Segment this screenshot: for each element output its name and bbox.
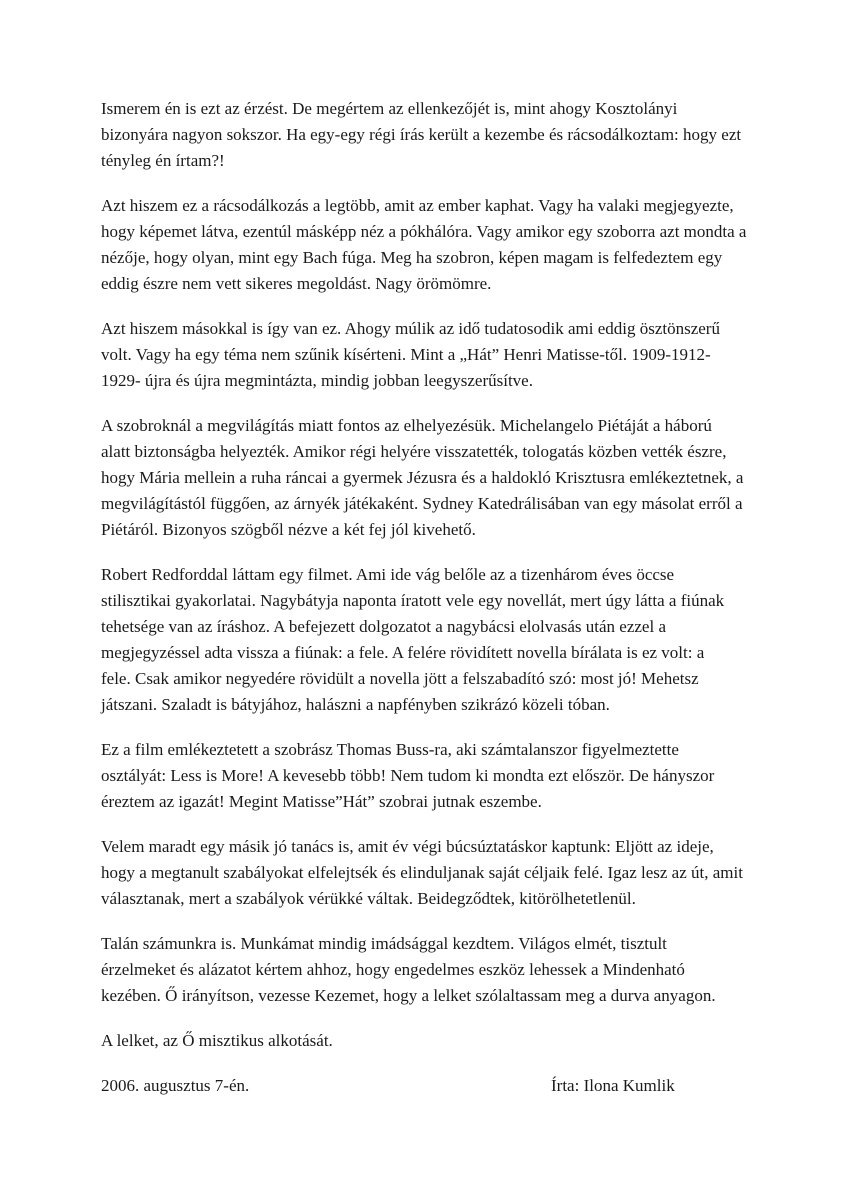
text-line: tehetsége van az íráshoz. A befejezett dolgozatot a nagybácsi elolvasás után ezzel a xyxy=(101,617,666,636)
text-line: választanak, mert a szabályok vérükké váltak. Beidegződtek, kitörölhetetlenül. xyxy=(101,889,636,908)
text-line: megjegyzéssel adta vissza a fiúnak: a fele. A felére rövidített novella bírálata is ez volt: a xyxy=(101,643,705,662)
text-line: érzelmeket és alázatot kértem ahhoz, hogy engedelmes eszköz lehessek a Mindenható xyxy=(101,960,685,979)
paragraph xyxy=(101,737,741,815)
text-line: Azt hiszem másokkal is így van ez. Ahogy múlik az idő tudatosodik ami eddig ösztönszerű xyxy=(101,319,720,338)
paragraph xyxy=(101,931,741,1009)
text-line: hogy Mária mellein a ruha ráncai a gyermek Jézusra és a haldokló Krisztusra emlékeztetnek, a xyxy=(101,468,744,487)
paragraph xyxy=(101,1028,741,1054)
document-footer xyxy=(101,1073,741,1099)
text-line: Ismerem én is ezt az érzést. De megértem az ellenkezőjét is, mint ahogy Kosztolányi xyxy=(101,99,678,118)
text-line: 1929- újra és újra megmintázta, mindig jobban leegyszerűsítve. xyxy=(101,371,533,390)
paragraph xyxy=(101,316,741,394)
text-line: bizonyára nagyon sokszor. Ha egy-egy régi írás került a kezembe és rácsodálkoztam: hogy ezt xyxy=(101,125,742,144)
paragraph xyxy=(101,562,741,718)
paragraph xyxy=(101,96,741,174)
text-line: kezében. Ő irányítson, vezesse Kezemet, hogy a lelket szólaltassam meg a durva anyagon. xyxy=(101,986,716,1005)
text-line: Azt hiszem ez a rácsodálkozás a legtöbb, amit az ember kaphat. Vagy ha valaki megjegyezte, xyxy=(101,196,734,215)
text-line: tényleg én írtam?! xyxy=(101,151,225,170)
text-line: fele. Csak amikor negyedére rövidült a novella jött a felszabadító szó: most jó! Mehetsz xyxy=(101,669,699,688)
text-line: megvilágítástól függően, az árnyék játékaként. Sydney Katedrálisában van egy másolat erről a xyxy=(101,494,743,513)
text-line: hogy képemet látva, ezentúl másképp néz a pókhálóra. Vagy amikor egy szoborra azt mondta a xyxy=(101,222,747,241)
text-line: hogy a megtanult szabályokat elfelejtsék és elinduljanak saját céljaik felé. Igaz lesz az út, amit xyxy=(101,863,743,882)
text-line: Talán számunkra is. Munkámat mindig imádsággal kezdtem. Világos elmét, tisztult xyxy=(101,934,667,953)
paragraph xyxy=(101,834,741,912)
text-line: stilisztikai gyakorlatai. Nagybátyja naponta íratott vele egy novellát, mert úgy látta a fiúnak xyxy=(101,591,725,610)
document-date: 2006. augusztus 7-én. xyxy=(101,1076,250,1095)
text-line: volt. Vagy ha egy téma nem szűnik kísérteni. Mint a „Hát” Henri Matisse-től. 1909-1912- xyxy=(101,345,711,364)
text-line: nézője, hogy olyan, mint egy Bach fúga. Meg ha szobron, képen magam is felfedeztem egy xyxy=(101,248,723,267)
text-line: alatt biztonságba helyezték. Amikor régi helyére visszatették, tologatás közben vették észre, xyxy=(101,442,727,461)
text-line: A szobroknál a megvilágítás miatt fontos az elhelyezésük. Michelangelo Piétáját a háború xyxy=(101,416,712,435)
text-line: éreztem az igazát! Megint Matisse”Hát” szobrai jutnak eszembe. xyxy=(101,792,542,811)
text-line: A lelket, az Ő misztikus alkotását. xyxy=(101,1031,333,1050)
document-body xyxy=(101,96,747,1054)
paragraph xyxy=(101,193,747,297)
document-page xyxy=(101,96,747,1099)
document-author: Írta: Ilona Kumlik xyxy=(551,1076,675,1095)
text-line: játszani. Szaladt is bátyjához, halászni a napfényben szikrázó közeli tóban. xyxy=(101,695,610,714)
text-line: osztályát: Less is More! A kevesebb több! Nem tudom ki mondta ezt először. De hányszor xyxy=(101,766,715,785)
text-line: eddig észre nem vett sikeres megoldást. Nagy örömömre. xyxy=(101,274,492,293)
text-line: Robert Redforddal láttam egy filmet. Ami ide vág belőle az a tizenhárom éves öccse xyxy=(101,565,675,584)
text-line: Piétáról. Bizonyos szögből nézve a két fej jól kivehető. xyxy=(101,520,476,539)
paragraph xyxy=(101,413,744,543)
text-line: Ez a film emlékeztetett a szobrász Thomas Buss-ra, aki számtalanszor figyelmeztette xyxy=(101,740,679,759)
text-line: Velem maradt egy másik jó tanács is, amit év végi búcsúztatáskor kaptunk: Eljött az ideje, xyxy=(101,837,714,856)
